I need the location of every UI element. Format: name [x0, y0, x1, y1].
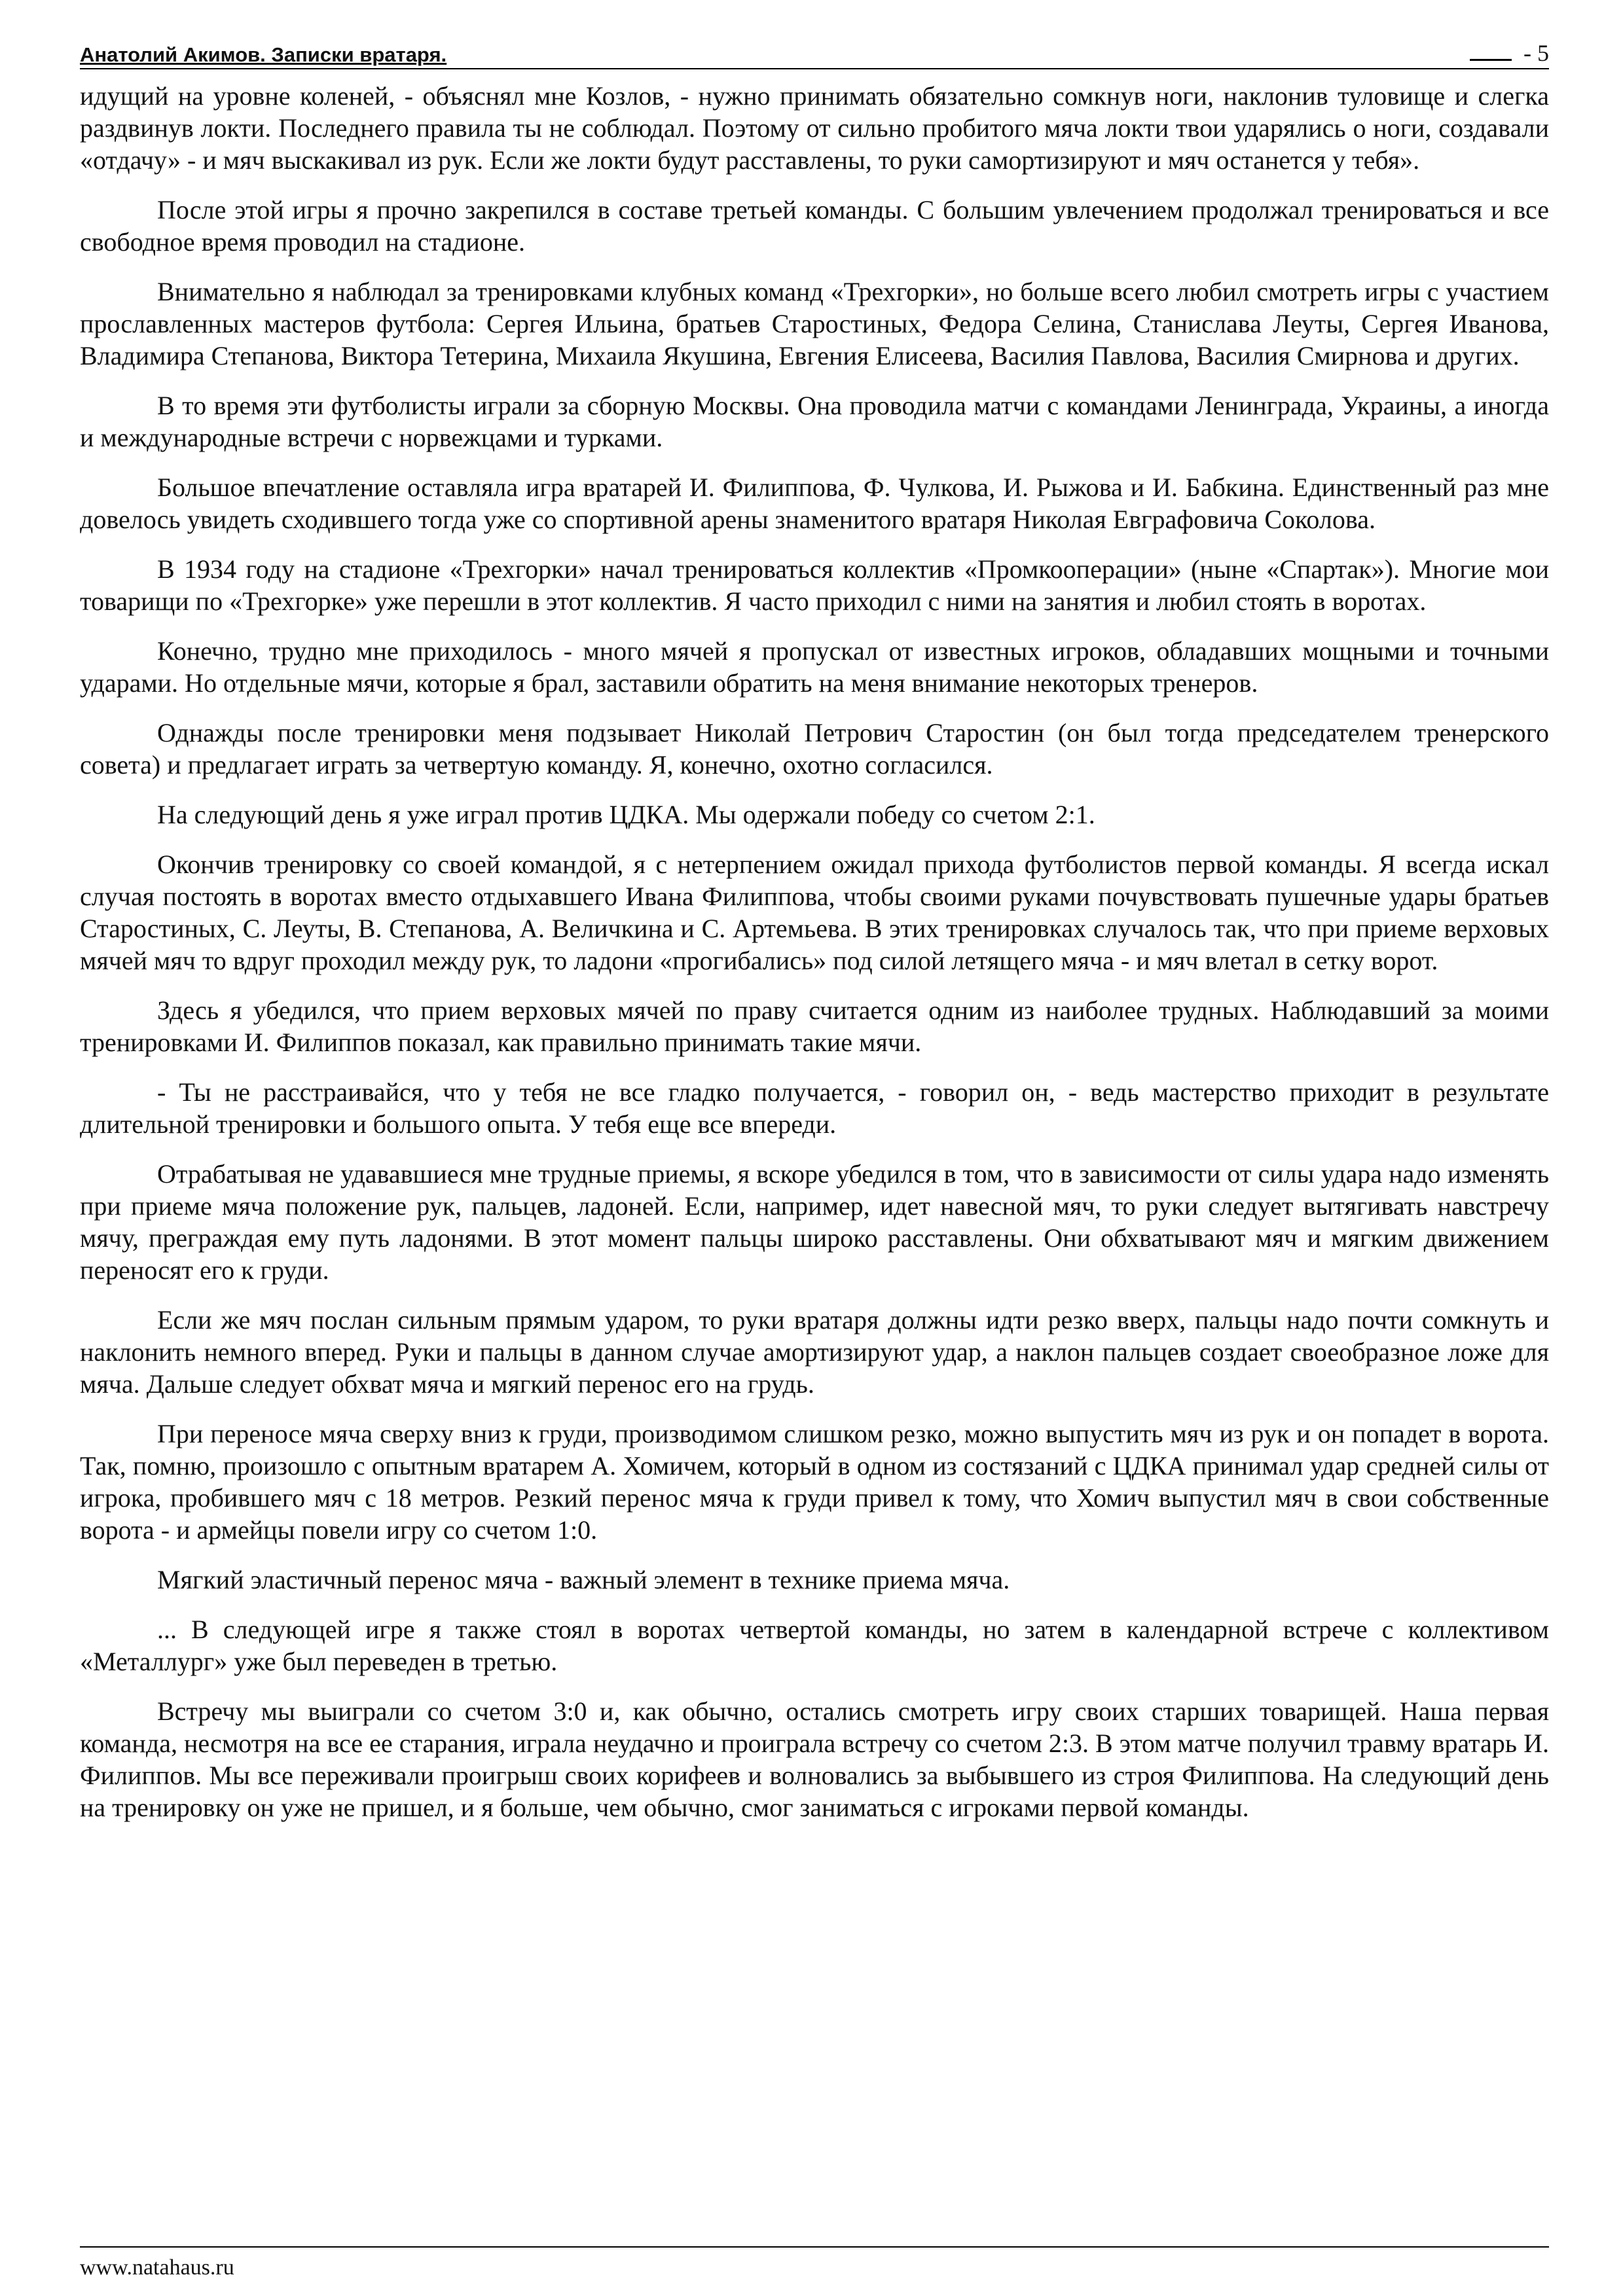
paragraph: Отрабатывая не удававшиеся мне трудные приемы, я вскоре убедился в том, что в зависимости от силы удара надо изменять при приеме мяча положение рук, пальцев, ладоней. Если, например, идет навесной мяч, то руки следует вытягивать навстречу мячу, преграждая ему путь ладонями. В этот момент пальцы широко расставлены. Они обхватывают мяч и мягким движением переносят его к груди.: [80, 1159, 1549, 1285]
paragraph: - Ты не расстраивайся, что у тебя не все гладко получается, - говорил он, - ведь мастерство приходит в результате длительной тренировки и большого опыта. У тебя еще все впереди.: [80, 1077, 1549, 1139]
paragraph: Конечно, трудно мне приходилось - много мячей я пропускал от известных игроков, обладавших мощными и точными ударами. Но отдельные мячи, которые я брал, заставили обратить на меня внимание некоторых тренеров.: [80, 636, 1549, 698]
paragraph: ... В следующей игре я также стоял в воротах четвертой команды, но затем в календарной встрече с коллективом «Металлург» уже был переведен в третью.: [80, 1615, 1549, 1676]
page-number-text: - 5: [1523, 40, 1549, 66]
paragraph: Мягкий эластичный перенос мяча - важный элемент в технике приема мяча.: [157, 1565, 1010, 1594]
paragraph: Окончив тренировку со своей командой, я с нетерпением ожидал прихода футболистов первой команды. Я всегда искал случая постоять в воротах вместо отдыхавшего Ивана Филиппова, чтобы своими руками почувствовать пушечные удары братьев Старостиных, С. Леуты, В. Степанова, А. Величкина и С. Артемьева. В этих тренировках случалось так, что при приеме верховых мячей мяч то вдруг проходил между рук, то ладони «прогибались» под силой летящего мяча - и мяч влетал в сетку ворот.: [80, 850, 1549, 975]
running-header: [80, 41, 1549, 69]
page-number: [1470, 39, 1549, 67]
paragraph: Внимательно я наблюдал за тренировками клубных команд «Трехгорки», но больше всего любил смотреть игры с участием прославленных мастеров футбола: Сергея Ильина, братьев Старостиных, Федора Селина, Станислава Леуты, Сергея Иванова, Владимира Степанова, Виктора Тетерина, Михаила Якушина, Евгения Елисеева, Василия Павлова, Василия Смирнова и других.: [80, 277, 1549, 370]
paragraph: Если же мяч послан сильным прямым ударом, то руки вратаря должны идти резко вверх, пальцы надо почти сомкнуть и наклонить немного вперед. Руки и пальцы в данном случае амортизируют удар, а наклон пальцев создает своеобразное ложе для мяча. Дальше следует обхват мяча и мягкий перенос его на грудь.: [80, 1305, 1549, 1399]
paragraph: После этой игры я прочно закрепился в составе третьей команды. С большим увлечением продолжал тренироваться и все свободное время проводил на стадионе.: [80, 195, 1549, 257]
paragraph: Встречу мы выиграли со счетом 3:0 и, как обычно, остались смотреть игру своих старших товарищей. Наша первая команда, несмотря на все ее старания, играла неудачно и проиграла встречу со счетом 2:3. В этом матче получил травму вратарь И. Филиппов. Мы все переживали проигрыш своих корифеев и волновались за выбывшего из строя Филиппова. На следующий день на тренировку он уже не пришел, и я больше, чем обычно, смог заниматься с игроками первой команды.: [80, 1696, 1549, 1822]
paragraph: идущий на уровне коленей, - объяснял мне Козлов, - нужно принимать обязательно сомкнув ноги, наклонив туловище и слегка раздвинув локти. Последнего правила ты не соблюдал. Поэтому от сильно пробитого мяча локти твои ударялись о ноги, создавали «отдачу» - и мяч выскакивал из рук. Если же локти будут расставлены, то руки самортизируют и мяч останется у тебя».: [80, 81, 1549, 175]
paragraph: Здесь я убедился, что прием верховых мячей по праву считается одним из наиболее трудных. Наблюдавший за моими тренировками И. Филиппов показал, как правильно принимать такие мячи.: [80, 996, 1549, 1057]
footer-divider: [80, 2246, 1549, 2248]
body-text: [80, 80, 1549, 1841]
paragraph: В 1934 году на стадионе «Трехгорки» начал тренироваться коллектив «Промкооперации» (ныне «Спартак»). Многие мои товарищи по «Трехгорке» уже перешли в этот коллектив. Я часто приходил с ними на занятия и любил стоять в воротах.: [80, 554, 1549, 616]
footer-url[interactable]: www.natahaus.ru: [80, 2255, 234, 2280]
paragraph: Однажды после тренировки меня подзывает Николай Петрович Старостин (он был тогда председателем тренерского совета) и предлагает играть за четвертую команду. Я, конечно, охотно согласился.: [80, 718, 1549, 780]
header-title: Анатолий Акимов. Записки вратаря.: [80, 43, 447, 66]
paragraph: Большое впечатление оставляла игра вратарей И. Филиппова, Ф. Чулкова, И. Рыжова и И. Бабкина. Единственный раз мне довелось увидеть сходившего тогда уже со спортивной арены знаменитого вратаря Николая Евграфовича Соколова.: [80, 473, 1549, 534]
paragraph: При переносе мяча сверху вниз к груди, производимом слишком резко, можно выпустить мяч из рук и он попадет в ворота. Так, помню, произошло с опытным вратарем А. Хомичем, который в одном из состязаний с ЦДКА принимал удар средней силы от игрока, пробившего мяч с 18 метров. Резкий перенос мяча к груди привел к тому, что Хомич выпустил мяч в свои собственные ворота - и армейцы повели игру со счетом 1:0.: [80, 1419, 1549, 1545]
paragraph: На следующий день я уже играл против ЦДКА. Мы одержали победу со счетом 2:1.: [157, 800, 1095, 829]
header-blank-line: [1470, 59, 1512, 61]
paragraph: В то время эти футболисты играли за сборную Москвы. Она проводила матчи с командами Ленинграда, Украины, а иногда и международные встречи с норвежцами и турками.: [80, 391, 1549, 452]
